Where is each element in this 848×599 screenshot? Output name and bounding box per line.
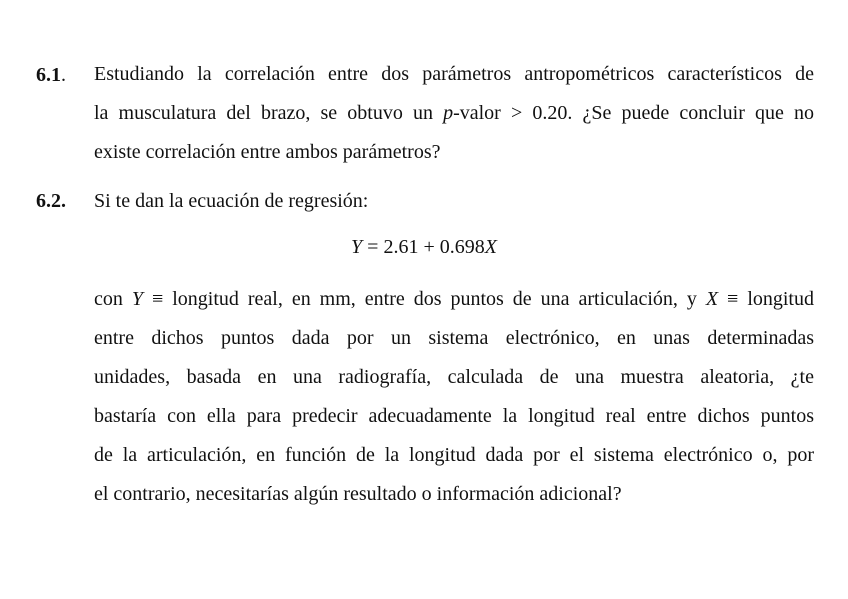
text-fragment: ≡ longitud real, en mm, entre dos puntos de una articulación, y [142, 288, 706, 310]
exercise-number: 6.2. [36, 190, 66, 212]
equation-rhs: = 2.61 + 0.698 [362, 236, 485, 258]
text-line [94, 280, 814, 319]
symbol-y: Y [131, 288, 143, 310]
p-symbol: p [443, 102, 454, 124]
exercise-text [94, 280, 814, 514]
text-line: unidades, basada en una radiografía, calculada de una muestra aleatoria, ¿te [94, 366, 814, 388]
text-line [94, 94, 814, 133]
exercise-text [94, 55, 814, 172]
exercise-number [36, 57, 66, 93]
text-line: Estudiando la correlación entre dos parámetros antropométricos característicos de [94, 63, 814, 85]
equation-y: Y [351, 236, 363, 258]
exercise-number-value: 6.1 [36, 64, 61, 86]
exercise-intro: Si te dan la ecuación de regresión: [94, 190, 369, 212]
text-fragment: la musculatura del brazo, se obtuvo un [94, 102, 444, 124]
regression-equation [0, 232, 848, 262]
symbol-x: X [705, 288, 719, 310]
text-line: existe correlación entre ambos parámetros? [94, 141, 441, 163]
text-fragment: -valor > 0.20. ¿Se puede concluir que no [453, 102, 814, 124]
text-line: bastaría con ella para predecir adecuadamente la longitud real entre dichos puntos [94, 405, 814, 427]
text-fragment: ≡ longitud [718, 288, 814, 310]
text-line: entre dichos puntos dada por un sistema electrónico, en unas determinadas [94, 327, 814, 349]
text-line: de la articulación, en función de la longitud dada por el sistema electrónico o, por [94, 444, 814, 466]
text-fragment: con [94, 288, 132, 310]
text-line: el contrario, necesitarías algún resultado o información adicional? [94, 483, 622, 505]
equation-x: X [484, 236, 497, 258]
exercise-number-suffix: . [61, 64, 66, 86]
